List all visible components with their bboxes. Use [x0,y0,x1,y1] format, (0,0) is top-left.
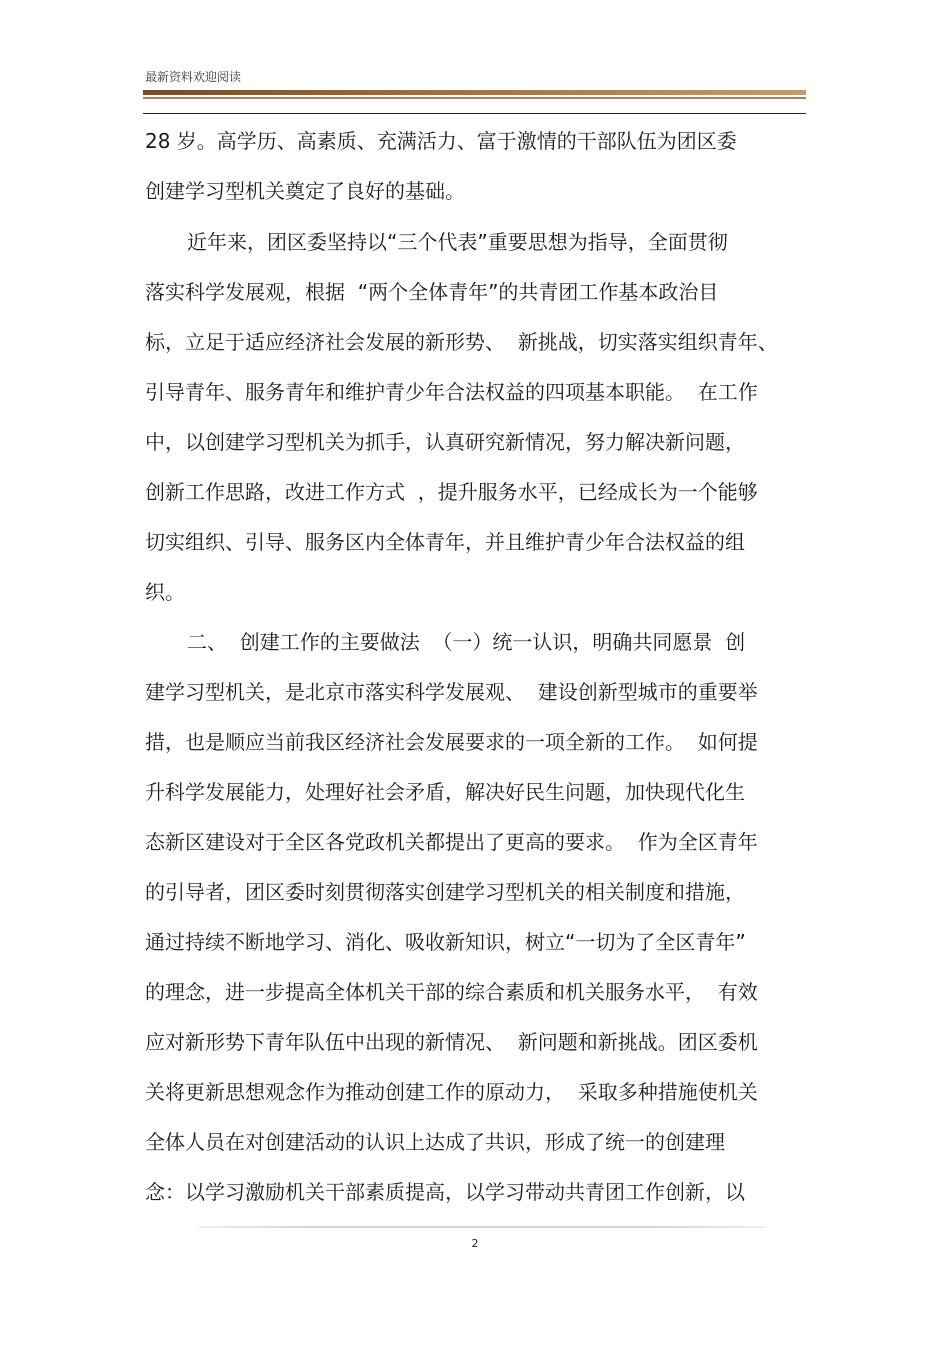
body-line: 全体人员在对创建活动的认识上达成了共识，形成了统一的创建理 [145,1130,725,1154]
body-line: 中，以创建学习型机关为抓手，认真研究新情况，努力解决新问题， [145,430,745,454]
body-line: 的理念，进一步提高全体机关干部的综合素质和机关服务水平， 有效 [145,980,758,1004]
header-rule-black [143,113,806,114]
body-line: 创新工作思路，改进工作方式 ，提升服务水平，已经成长为一个能够 [145,480,758,504]
body-line: 应对新形势下青年队伍中出现的新情况、 新问题和新挑战。团区委机 [145,1030,758,1054]
body-line: 措，也是顺应当前我区经济社会发展要求的一项全新的工作。 如何提 [145,730,758,754]
body-line: 近年来，团区委坚持以“三个代表”重要思想为指导，全面贯彻 [187,230,728,254]
body-line: 二、 创建工作的主要做法 （一）统一认识，明确共同愿景 创 [187,630,746,654]
body-line: 切实组织、引导、服务区内全体青年，并且维护青少年合法权益的组 [145,530,745,554]
body-line: 落实科学发展观，根据 “两个全体青年”的共青团工作基本政治目 [145,280,719,304]
header-rule-thin [143,97,806,99]
body-line: 的引导者，团区委时刻贯彻落实创建学习型机关的相关制度和措施， [145,880,745,904]
body-line: 建学习型机关，是北京市落实科学发展观、 建设创新型城市的重要举 [145,680,758,704]
body-line: 态新区建设对于全区各党政机关都提出了更高的要求。 作为全区青年 [145,830,758,854]
header-text: 最新资料欢迎阅读 [145,70,242,84]
page-number: 2 [471,1237,479,1250]
body-line: 引导青年、服务青年和维护青少年合法权益的四项基本职能。 在工作 [145,380,758,404]
body-line: 标，立足于适应经济社会发展的新形势、 新挑战，切实落实组织青年、 [145,330,778,354]
body-line: 通过持续不断地学习、消化、吸收新知识，树立“一切为了全区青年” [145,930,746,954]
footer-rule [198,1226,766,1228]
body-line: 28 岁。高学历、高素质、充满活力、富于激情的干部队伍为团区委 [145,129,737,153]
body-line: 织。 [145,580,185,604]
body-line: 关将更新思想观念作为推动创建工作的原动力， 采取多种措施使机关 [145,1080,758,1104]
body-line: 创建学习型机关奠定了良好的基础。 [145,179,465,203]
body-line: 念：以学习激励机关干部素质提高，以学习带动共青团工作创新，以 [145,1180,745,1204]
body-line: 升科学发展能力，处理好社会矛盾，解决好民生问题，加快现代化生 [145,780,745,804]
header-rule-brown [143,90,806,95]
